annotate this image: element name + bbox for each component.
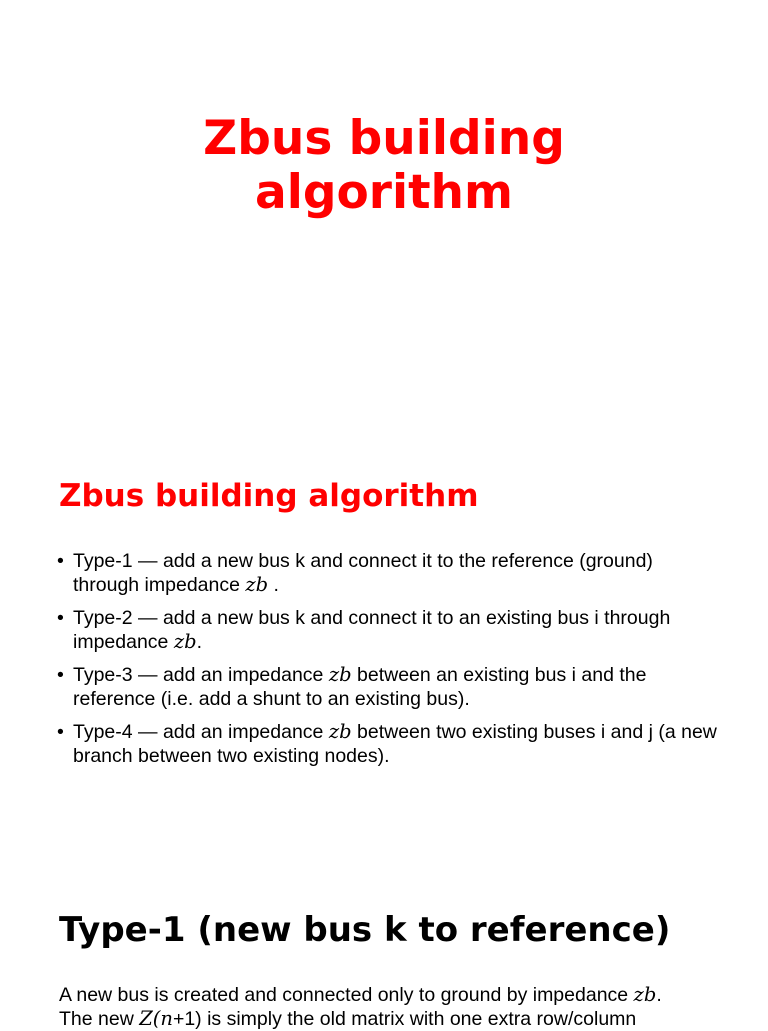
bullet: •: [57, 664, 64, 686]
math-zb: zb: [328, 720, 352, 743]
list-item: • Type-3 — add an impedance zb between an existing bus i and the reference (i.e. add a shunt to an existing bus).: [57, 663, 647, 710]
list-item: • Type-4 — add an impedance zb between two existing buses i and j (a new branch between two existing nodes).: [57, 720, 717, 767]
bullet: •: [57, 550, 64, 572]
type1-heading: Type-1 (new bus k to reference): [59, 910, 671, 950]
math-z: Z: [139, 1007, 153, 1030]
slide-title-line2: algorithm: [255, 165, 513, 220]
math-zb: zb: [245, 573, 269, 596]
list-item: • Type-2 — add a new bus k and connect it to an existing bus i through impedance zb.: [57, 607, 671, 653]
list-item: • Type-1 — add a new bus k and connect it to the reference (ground) through impedance zb .: [57, 550, 653, 596]
overview-heading: Zbus building algorithm: [59, 478, 479, 514]
slide-title-line1: Zbus building: [203, 111, 565, 166]
type1-body: A new bus is created and connected only to ground by impedance zb. The new Z(n+1) is simply the old matrix with one extra row/column: [59, 983, 662, 1030]
math-n: (n: [152, 1007, 173, 1030]
bullet: •: [57, 721, 64, 743]
bullet: •: [57, 607, 64, 629]
math-zb: zb: [173, 630, 197, 653]
math-zb: zb: [633, 983, 657, 1006]
math-zb: zb: [328, 663, 352, 686]
